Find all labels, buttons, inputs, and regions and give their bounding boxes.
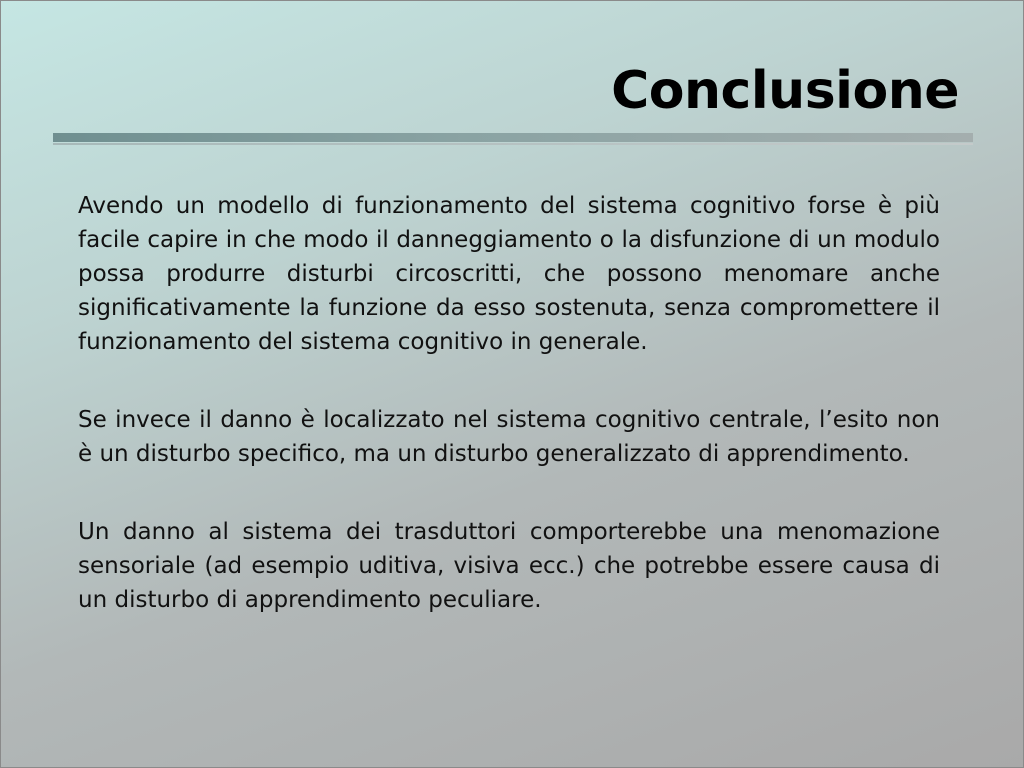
slide-title: Conclusione <box>611 61 959 121</box>
body-paragraph-3: Un danno al sistema dei trasduttori comporterebbe una menomazione sensoriale (ad esempio uditiva, visiva ecc.) che potrebbe essere causa di un disturbo di apprendimento peculiare. <box>78 519 940 613</box>
title-underline-rule <box>53 133 973 147</box>
title-rule-line <box>53 143 973 145</box>
body-paragraph-2: Se invece il danno è localizzato nel sistema cognitivo centrale, l’esito non è un disturbo specifico, ma un disturbo generalizzato di apprendimento. <box>78 407 940 467</box>
slide-body <box>78 189 940 661</box>
title-rule-bar <box>53 133 973 142</box>
body-paragraph-1: Avendo un modello di funzionamento del sistema cognitivo forse è più facile capire in che modo il danneggiamento o la disfunzione di un modulo possa produrre disturbi circoscritti, che possono menomare anche significativamente la funzione da esso sostenuta, senza compromettere il funzionamento del sistema cognitivo in generale. <box>78 193 940 355</box>
